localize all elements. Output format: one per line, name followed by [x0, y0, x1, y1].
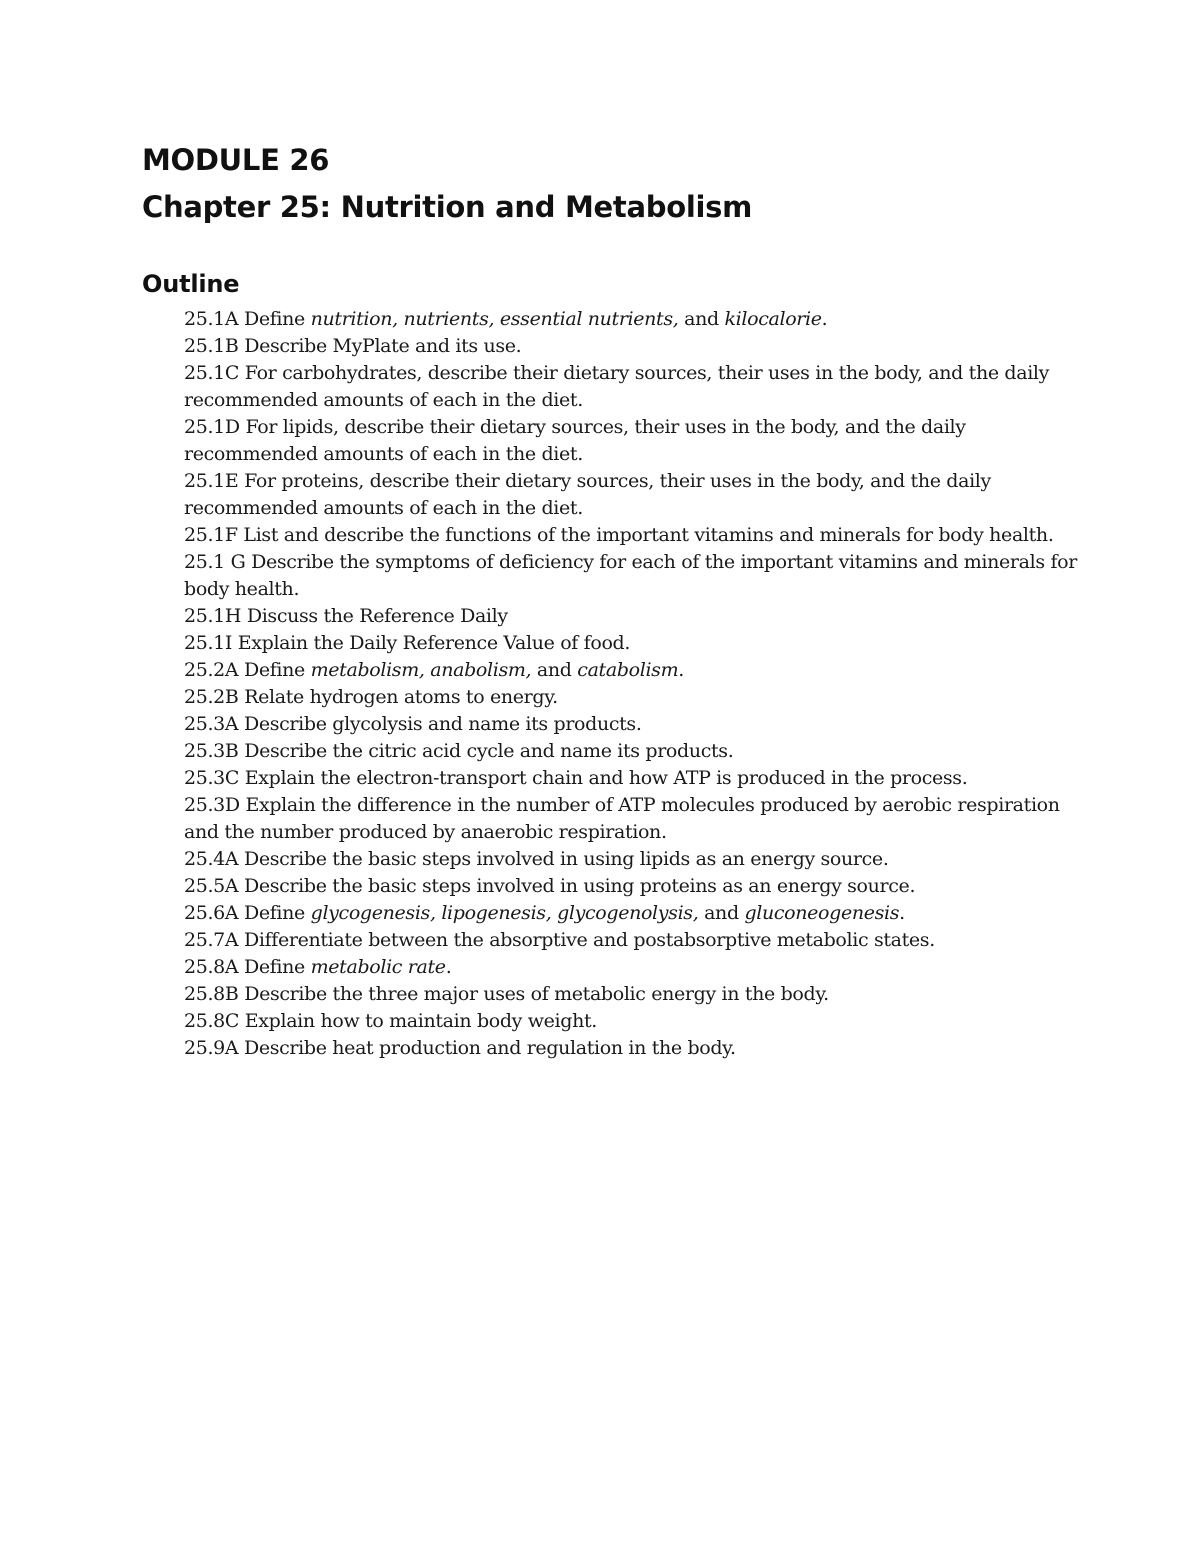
outline-item: [184, 657, 1084, 684]
outline-text: 25.1C For carbohydrates, describe their dietary sources, their uses in the body, and the daily recommended amounts of each in the diet.: [184, 362, 1050, 411]
outline-text: 25.3C Explain the electron-transport chain and how ATP is produced in the process.: [184, 767, 968, 789]
outline-item: [184, 900, 1084, 927]
outline-item: [184, 792, 1084, 846]
outline-text: 25.1A Define: [184, 308, 311, 330]
outline-item: [184, 549, 1084, 603]
outline-item: [184, 927, 1084, 954]
outline-text: 25.3D Explain the difference in the number of ATP molecules produced by aerobic respiration and the number produced by anaerobic respiration.: [184, 794, 1060, 843]
outline-text: .: [821, 308, 828, 330]
outline-term: metabolism, anabolism,: [310, 659, 532, 681]
outline-text: and: [531, 659, 578, 681]
outline-term: glycogenesis, lipogenesis, glycogenolysis,: [310, 902, 699, 924]
outline-text: 25.3A Describe glycolysis and name its products.: [184, 713, 642, 735]
outline-item: [184, 873, 1084, 900]
outline-text: 25.8C Explain how to maintain body weight.: [184, 1010, 597, 1032]
outline-item: [184, 684, 1084, 711]
outline-item: [184, 360, 1084, 414]
outline-item: [184, 333, 1084, 360]
outline-text: 25.1F List and describe the functions of the important vitamins and minerals for body health.: [184, 524, 1054, 546]
outline-text: 25.1B Describe MyPlate and its use.: [184, 335, 522, 357]
outline-term: metabolic rate: [310, 956, 446, 978]
outline-term: nutrition, nutrients, essential nutrients,: [310, 308, 679, 330]
outline-item: [184, 711, 1084, 738]
outline-text: .: [678, 659, 684, 681]
outline-item: [184, 981, 1084, 1008]
outline-item: [184, 522, 1084, 549]
outline-text: 25.1D For lipids, describe their dietary sources, their uses in the body, and the daily recommended amounts of each in the diet.: [184, 416, 966, 465]
outline-item: [184, 846, 1084, 873]
outline-text: 25.2B Relate hydrogen atoms to energy.: [184, 686, 558, 708]
outline-text: 25.1E For proteins, describe their dietary sources, their uses in the body, and the daily recommended amounts of each in the diet.: [184, 470, 991, 519]
outline-item: [184, 738, 1084, 765]
outline-text: 25.9A Describe heat production and regulation in the body.: [184, 1037, 736, 1059]
outline-text: 25.8A Define: [184, 956, 311, 978]
outline-text: 25.1 G Describe the symptoms of deficiency for each of the important vitamins and minerals for body health.: [184, 551, 1077, 600]
outline-text: .: [899, 902, 905, 924]
outline-text: 25.4A Describe the basic steps involved in using lipids as an energy source.: [184, 848, 889, 870]
outline-heading: Outline: [142, 270, 240, 298]
outline-list: [184, 306, 1084, 1062]
outline-text: 25.2A Define: [184, 659, 311, 681]
outline-term: catabolism: [577, 659, 679, 681]
outline-item: [184, 468, 1084, 522]
outline-text: 25.3B Describe the citric acid cycle and name its products.: [184, 740, 734, 762]
outline-item: [184, 414, 1084, 468]
outline-text: .: [445, 956, 452, 978]
outline-item: [184, 306, 1084, 333]
outline-text: and: [678, 308, 725, 330]
outline-item: [184, 765, 1084, 792]
module-title: MODULE 26: [142, 143, 330, 177]
outline-text: 25.8B Describe the three major uses of metabolic energy in the body.: [184, 983, 829, 1005]
outline-text: 25.1H Discuss the Reference Daily: [184, 605, 508, 627]
outline-item: [184, 954, 1084, 981]
outline-text: 25.7A Differentiate between the absorptive and postabsorptive metabolic states.: [184, 929, 935, 951]
outline-item: [184, 1035, 1084, 1062]
outline-item: [184, 1008, 1084, 1035]
outline-term: kilocalorie: [724, 308, 822, 330]
outline-text: 25.1I Explain the Daily Reference Value of food.: [184, 632, 631, 654]
outline-item: [184, 630, 1084, 657]
outline-term: gluconeogenesis: [744, 902, 900, 924]
outline-text: 25.5A Describe the basic steps involved in using proteins as an energy source.: [184, 875, 916, 897]
outline-text: and: [698, 902, 745, 924]
chapter-title: Chapter 25: Nutrition and Metabolism: [142, 190, 752, 224]
outline-text: 25.6A Define: [184, 902, 311, 924]
outline-item: [184, 603, 1084, 630]
